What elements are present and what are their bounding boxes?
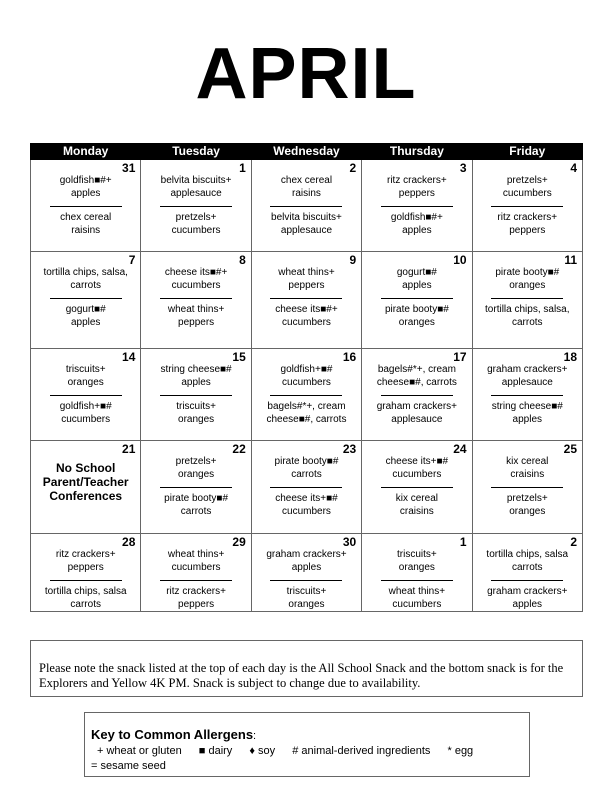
- calendar-day-cell: [472, 252, 582, 349]
- snack-line: triscuits+: [286, 586, 327, 597]
- calendar-day-cell: [141, 349, 251, 441]
- explorers-snack: [31, 581, 140, 611]
- snack-line: belvita biscuits+: [160, 175, 232, 186]
- calendar-week-row: [31, 534, 583, 612]
- snack-line: pirate booty■#: [274, 456, 339, 467]
- calendar-day-cell: [31, 534, 141, 612]
- snack-line: triscuits+: [176, 401, 216, 412]
- allergen-soy: ♦ soy: [249, 745, 276, 757]
- snack-line: gogurt■#: [65, 304, 106, 315]
- allergen-dairy: ■ dairy: [198, 745, 233, 757]
- explorers-snack: [141, 299, 250, 329]
- calendar-week-row: [31, 252, 583, 349]
- snack-line: oranges: [398, 562, 435, 573]
- snack-line: cucumbers: [392, 469, 442, 480]
- calendar-day-cell: [251, 441, 361, 534]
- explorers-snack: [473, 581, 582, 611]
- snack-line: carrots: [70, 280, 101, 291]
- explorers-snack: [252, 488, 361, 518]
- explorers-snack: [141, 207, 250, 237]
- day-number: 1: [239, 161, 246, 175]
- snack-line: graham crackers+: [266, 549, 347, 560]
- snack-line: cucumbers: [282, 317, 331, 328]
- day-number: 18: [563, 350, 577, 364]
- allergen-egg: * egg: [447, 745, 474, 757]
- calendar-day-cell: [31, 441, 141, 534]
- snack-line: tortilla chips, salsa: [486, 549, 569, 560]
- snack-line: oranges: [398, 317, 435, 328]
- snack-line: craisins: [510, 469, 545, 480]
- snack-line: belvita biscuits+: [271, 212, 342, 223]
- snack-line: craisins: [399, 506, 434, 517]
- day-number: 14: [122, 350, 136, 364]
- day-number: 30: [342, 535, 357, 549]
- snack-line: carrots: [291, 469, 322, 480]
- day-number: 1: [459, 535, 467, 549]
- day-number: 7: [128, 253, 136, 267]
- day-number: 25: [563, 442, 577, 456]
- day-number: 10: [453, 253, 467, 267]
- allergen-wheat: + wheat or gluten: [97, 745, 182, 757]
- all-school-snack: [473, 160, 582, 200]
- day-number: 8: [239, 253, 246, 267]
- snack-line: triscuits+: [65, 364, 106, 375]
- snack-line: cheese its+■#: [275, 493, 338, 504]
- snack-line: cucumbers: [392, 599, 442, 610]
- day-number: 2: [349, 161, 357, 175]
- no-school-line: Parent/Teacher: [42, 475, 129, 489]
- header-friday: Friday: [472, 144, 582, 160]
- snack-line: wheat thins+: [278, 267, 335, 278]
- snack-line: peppers: [288, 280, 325, 291]
- allergen-key-title: Key to Common Allergens: [91, 727, 254, 742]
- calendar-day-cell: [362, 349, 472, 441]
- snack-line: string cheese■#: [160, 364, 232, 375]
- allergen-key-colon: :: [253, 730, 257, 742]
- snack-line: wheat thins+: [167, 304, 225, 315]
- snack-line: bagels#*+, cream: [267, 401, 346, 412]
- snack-line: ritz crackers+: [166, 586, 226, 597]
- calendar-day-cell: [251, 349, 361, 441]
- snack-line: pretzels+: [175, 212, 217, 223]
- header-wednesday: Wednesday: [251, 144, 361, 160]
- snack-line: raisins: [71, 225, 101, 236]
- snack-line: goldfish■#+: [59, 175, 112, 186]
- calendar-day-cell: [362, 160, 472, 252]
- calendar-day-cell: [141, 534, 251, 612]
- snack-line: carrots: [512, 562, 543, 573]
- day-number: 16: [342, 350, 357, 364]
- explorers-snack: [31, 299, 140, 329]
- snack-line: peppers: [398, 188, 435, 199]
- calendar-day-cell: [362, 534, 472, 612]
- snack-line: chex cereal: [60, 212, 112, 223]
- calendar-day-cell: [31, 160, 141, 252]
- snack-calendar: [30, 143, 583, 612]
- no-school-line: No School: [56, 461, 116, 475]
- calendar-day-cell: [472, 534, 582, 612]
- snack-line: graham crackers+: [487, 364, 568, 375]
- calendar-day-cell: [251, 534, 361, 612]
- explorers-snack: [141, 396, 250, 426]
- calendar-day-cell: [31, 349, 141, 441]
- snack-line: cucumbers: [171, 280, 221, 291]
- snack-note: Please note the snack listed at the top of each day is the All School Snack and the bottom snack is for the Explorers and Yellow 4K PM. Snack is subject to change due to availability.: [30, 640, 583, 697]
- snack-line: cheese its■#+: [275, 304, 338, 315]
- snack-line: cucumbers: [282, 506, 331, 517]
- explorers-snack: [362, 299, 471, 329]
- calendar-day-cell: [362, 441, 472, 534]
- snack-line: oranges: [178, 469, 215, 480]
- snack-line: cucumbers: [61, 414, 111, 425]
- snack-line: applesauce: [170, 188, 222, 199]
- explorers-snack: [252, 581, 361, 611]
- snack-line: carrots: [512, 317, 543, 328]
- snack-line: peppers: [509, 225, 546, 236]
- snack-line: apples: [512, 599, 543, 610]
- all-school-snack: [252, 252, 361, 292]
- snack-line: apples: [70, 188, 101, 199]
- snack-line: ritz crackers+: [55, 549, 116, 560]
- snack-line: cheese■#, carrots: [376, 377, 457, 388]
- snack-line: cucumbers: [171, 225, 221, 236]
- snack-line: pretzels+: [175, 456, 217, 467]
- day-number: 17: [453, 350, 467, 364]
- day-number: 11: [564, 253, 577, 267]
- snack-line: pirate booty■#: [495, 267, 560, 278]
- snack-line: graham crackers+: [487, 586, 568, 597]
- snack-line: goldfish■#+: [390, 212, 443, 223]
- calendar-day-cell: [472, 160, 582, 252]
- header-monday: Monday: [31, 144, 141, 160]
- snack-line: ritz crackers+: [497, 212, 558, 223]
- day-number: 31: [122, 161, 136, 175]
- header-tuesday: Tuesday: [141, 144, 251, 160]
- all-school-snack: [362, 160, 471, 200]
- snack-line: apples: [512, 414, 543, 425]
- snack-line: cheese■#, carrots: [266, 414, 347, 425]
- explorers-snack: [362, 396, 471, 426]
- snack-line: applesauce: [280, 225, 333, 236]
- snack-line: peppers: [67, 562, 104, 573]
- calendar-week-row: [31, 441, 583, 534]
- allergen-sesame: = sesame seed: [91, 760, 166, 772]
- snack-line: kix cereal: [506, 456, 549, 467]
- snack-line: oranges: [67, 377, 104, 388]
- snack-line: chex cereal: [280, 175, 333, 186]
- calendar-day-cell: [251, 252, 361, 349]
- explorers-snack: [473, 396, 582, 426]
- snack-line: string cheese■#: [491, 401, 563, 412]
- snack-line: ritz crackers+: [387, 175, 447, 186]
- all-school-snack: [362, 534, 471, 574]
- all-school-snack: [252, 160, 361, 200]
- allergen-animal: # animal-derived ingredients: [292, 745, 431, 757]
- calendar-day-cell: [472, 441, 582, 534]
- snack-line: cucumbers: [171, 562, 221, 573]
- calendar-day-cell: [251, 160, 361, 252]
- snack-line: applesauce: [501, 377, 553, 388]
- allergen-key: [84, 712, 530, 777]
- snack-line: carrots: [180, 506, 212, 517]
- snack-line: bagels#*+, cream: [377, 364, 456, 375]
- day-number: 24: [453, 442, 467, 456]
- snack-line: apples: [402, 225, 432, 236]
- day-number: 15: [232, 350, 246, 364]
- explorers-snack: [362, 581, 471, 611]
- calendar-day-cell: [472, 349, 582, 441]
- explorers-snack: [473, 488, 582, 518]
- snack-line: oranges: [288, 599, 325, 610]
- snack-line: apples: [181, 377, 211, 388]
- explorers-snack: [473, 299, 582, 329]
- snack-line: cheese its■#+: [164, 267, 228, 278]
- snack-line: cucumbers: [282, 377, 331, 388]
- explorers-snack: [141, 581, 250, 611]
- snack-line: pretzels+: [506, 175, 548, 186]
- calendar-day-cell: [31, 252, 141, 349]
- snack-line: pirate booty■#: [384, 304, 449, 315]
- calendar-day-cell: [141, 441, 251, 534]
- weekday-header-row: [31, 144, 583, 160]
- snack-line: pirate booty■#: [164, 493, 229, 504]
- calendar-day-cell: [362, 252, 472, 349]
- day-number: 21: [122, 442, 136, 456]
- snack-line: cucumbers: [502, 188, 552, 199]
- snack-line: carrots: [70, 599, 101, 610]
- day-number: 3: [459, 161, 467, 175]
- all-school-snack: [141, 160, 250, 200]
- snack-line: tortilla chips, salsa: [44, 586, 127, 597]
- snack-line: apples: [70, 317, 101, 328]
- day-number: 23: [342, 442, 357, 456]
- all-school-snack: [31, 252, 140, 292]
- page-title: APRIL: [195, 34, 417, 114]
- day-number: 22: [232, 442, 246, 456]
- snack-line: wheat thins+: [388, 586, 446, 597]
- calendar-week-row: [31, 349, 583, 441]
- explorers-snack: [362, 488, 471, 518]
- calendar-day-cell: [141, 160, 251, 252]
- explorers-snack: [362, 207, 471, 237]
- snack-line: tortilla chips, salsa,: [485, 304, 570, 315]
- calendar-day-cell: [141, 252, 251, 349]
- explorers-snack: [141, 488, 250, 518]
- snack-line: apples: [402, 280, 432, 291]
- snack-line: goldfish+■#: [59, 401, 112, 412]
- calendar-week-row: [31, 160, 583, 252]
- snack-line: oranges: [178, 414, 215, 425]
- snack-line: triscuits+: [397, 549, 437, 560]
- snack-line: raisins: [292, 188, 321, 199]
- day-number: 28: [122, 535, 136, 549]
- snack-line: peppers: [178, 317, 215, 328]
- snack-line: graham crackers+: [376, 401, 458, 412]
- snack-line: apples: [291, 562, 322, 573]
- explorers-snack: [31, 207, 140, 237]
- snack-line: oranges: [509, 280, 546, 291]
- snack-line: tortilla chips, salsa,: [43, 267, 128, 278]
- day-number: 9: [349, 253, 357, 267]
- allergen-key-items: [91, 744, 523, 759]
- snack-line: peppers: [178, 599, 215, 610]
- day-number: 4: [570, 161, 577, 175]
- snack-line: goldfish+■#: [280, 364, 333, 375]
- explorers-snack: [473, 207, 582, 237]
- header-thursday: Thursday: [362, 144, 472, 160]
- day-number: 29: [232, 535, 246, 549]
- explorers-snack: [252, 396, 361, 426]
- all-school-snack: [473, 534, 582, 574]
- snack-line: wheat thins+: [167, 549, 225, 560]
- snack-line: kix cereal: [395, 493, 438, 504]
- snack-line: cheese its+■#: [385, 456, 449, 467]
- no-school-line: Conferences: [49, 489, 123, 503]
- snack-line: oranges: [509, 506, 546, 517]
- snack-line: gogurt■#: [396, 267, 437, 278]
- explorers-snack: [31, 396, 140, 426]
- all-school-snack: [141, 252, 250, 292]
- snack-line: applesauce: [391, 414, 443, 425]
- snack-line: pretzels+: [506, 493, 548, 504]
- day-number: 2: [570, 535, 577, 549]
- explorers-snack: [252, 207, 361, 237]
- explorers-snack: [252, 299, 361, 329]
